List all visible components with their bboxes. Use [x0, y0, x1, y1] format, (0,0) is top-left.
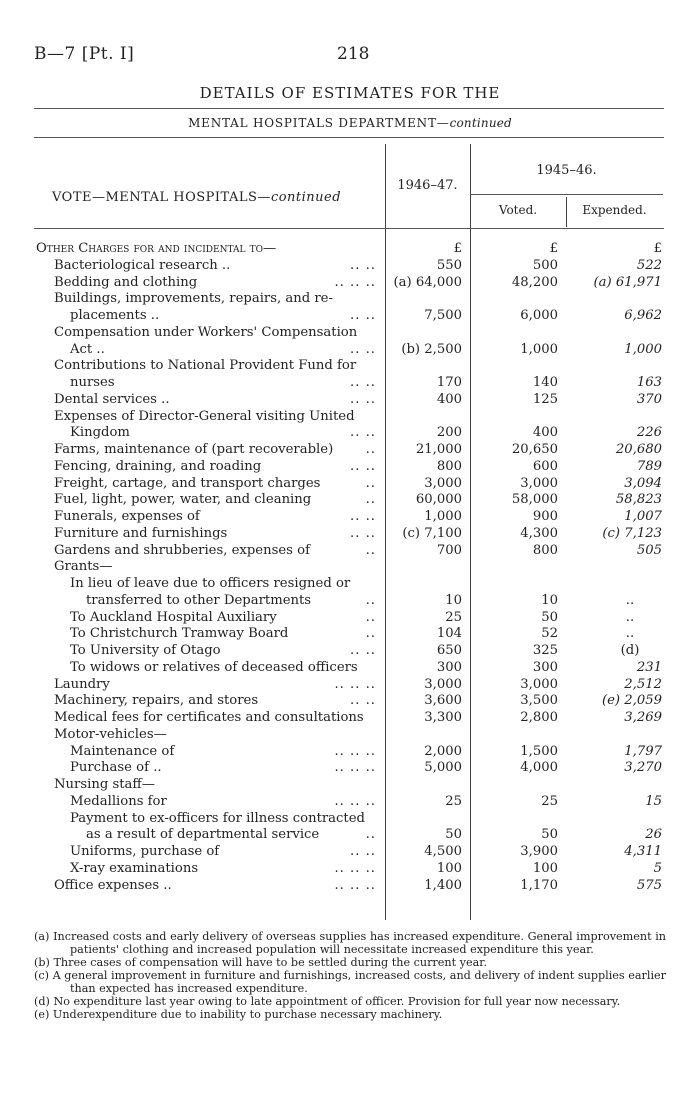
- leader-dots: ..: [365, 609, 376, 625]
- row-label: To University of Otago: [70, 643, 221, 658]
- expended-1945-46: 4,311: [624, 844, 662, 859]
- estimate-1946-47: (a) 64,000: [393, 274, 462, 290]
- estimate-1946-47: (c) 7,100: [402, 525, 462, 541]
- row-label: Compensation under Workers' Compensation: [54, 324, 358, 340]
- leader-dots: .. ..: [350, 693, 376, 709]
- footnote-mark: (a): [34, 930, 50, 943]
- leader-dots: ..: [365, 542, 376, 558]
- estimate-1946-47: 550: [436, 257, 462, 273]
- voted-1945-46: 500: [532, 257, 558, 273]
- estimate-1946-47: 25: [445, 793, 462, 809]
- expended-1945-46: 6,962: [624, 308, 662, 323]
- row-label: Farms, maintenance of (part recoverable): [54, 442, 334, 457]
- table-row: [0, 526, 700, 542]
- expended-1945-46: 370: [636, 391, 662, 407]
- estimate-1946-47: 104: [436, 626, 462, 642]
- table-row: [0, 409, 700, 425]
- estimate-1946-47: 3,000: [424, 475, 462, 491]
- voted-1945-46: 52: [541, 626, 558, 642]
- table-row: [0, 693, 700, 709]
- row-label: Contributions to National Provident Fund for: [54, 358, 357, 374]
- estimate-1946-47: 1,400: [424, 877, 462, 893]
- expended-1945-46: 163: [636, 375, 662, 390]
- table-row: [0, 308, 700, 324]
- leader-dots: .. ..: [350, 458, 376, 474]
- voted-1945-46: 400: [532, 425, 558, 441]
- voted-1945-46: 1,170: [520, 877, 558, 893]
- expended-1945-46: (d): [620, 643, 640, 658]
- table-row: [0, 727, 700, 743]
- leader-dots: .. .. ..: [334, 877, 376, 893]
- expended-1945-46: ..: [625, 592, 635, 608]
- voted-header: Voted.: [498, 203, 538, 217]
- leader-dots: .. .. ..: [334, 274, 376, 290]
- voted-1945-46: 800: [532, 542, 558, 558]
- footnote-text: Underexpenditure due to inability to purchase necessary machinery.: [52, 1008, 443, 1021]
- estimate-1946-47: 300: [436, 659, 462, 675]
- leader-dots: ..: [365, 626, 376, 642]
- table-row: [0, 492, 700, 508]
- footnote: [34, 930, 666, 956]
- page-subtitle: [0, 116, 700, 130]
- row-label: Bedding and clothing: [54, 274, 198, 290]
- table-row: [0, 744, 700, 760]
- leader-dots: .. ..: [350, 509, 376, 524]
- table-row: [0, 811, 700, 827]
- leader-dots: .. .. ..: [334, 676, 376, 692]
- voted-1945-46: 3,500: [520, 693, 558, 709]
- voted-1945-46: 325: [532, 643, 558, 658]
- vote-heading-continued: continued: [270, 190, 342, 205]
- footnote-mark: (e): [34, 1008, 50, 1021]
- estimate-1946-47: 5,000: [424, 760, 462, 776]
- row-label: Nursing staff—: [54, 777, 155, 792]
- estimate-1946-47: 7,500: [424, 308, 462, 323]
- row-label: transferred to other Departments: [86, 592, 312, 608]
- estimate-1946-47: 50: [445, 827, 462, 843]
- leader-dots: ..: [365, 827, 376, 843]
- row-label: Buildings, improvements, repairs, and re-: [54, 291, 333, 307]
- estimate-1946-47: 100: [436, 860, 462, 876]
- vote-heading-text: VOTE—MENTAL HOSPITALS—: [52, 190, 271, 205]
- voted-1945-46: 3,900: [520, 844, 558, 859]
- page-reference: B—7 [Pt. I]: [34, 44, 135, 64]
- footnote-text: Increased costs and early delivery of overseas supplies has increased expenditure. General improvement in patients' clothing and increased population will necessitate increased expenditure this year.: [53, 930, 667, 956]
- voted-1945-46: 4,000: [520, 760, 558, 776]
- row-label: Maintenance of: [70, 743, 175, 759]
- voted-1945-46: 900: [532, 509, 558, 524]
- page-title: DETAILS OF ESTIMATES FOR THE: [199, 84, 501, 102]
- voted-1945-46: 1,000: [520, 341, 558, 357]
- table-row: [0, 375, 700, 391]
- row-label: Motor-vehicles—: [54, 726, 167, 742]
- expended-1945-46: 3,270: [624, 760, 662, 776]
- expended-1945-46: 58,823: [615, 492, 662, 508]
- voted-1945-46: 50: [541, 827, 558, 843]
- voted-1945-46: 20,650: [511, 442, 558, 457]
- expended-1945-46: 26: [645, 827, 662, 843]
- estimate-1946-47: 10: [445, 592, 462, 608]
- row-label: Freight, cartage, and transport charges: [54, 475, 321, 491]
- row-label: Fuel, light, power, water, and cleaning: [54, 492, 312, 508]
- footnote: [34, 1008, 666, 1021]
- estimate-1946-47: 3,000: [424, 676, 462, 692]
- voted-1945-46: 10: [541, 592, 558, 608]
- expended-1945-46: £: [653, 241, 662, 256]
- leader-dots: .. ..: [350, 844, 376, 859]
- subtitle-rule: [34, 137, 664, 138]
- table-row: [0, 392, 700, 408]
- row-label: Fencing, draining, and roading: [54, 458, 262, 474]
- voted-1945-46: 600: [532, 458, 558, 474]
- subtitle-continued: continued: [449, 116, 512, 130]
- estimate-1946-47: 60,000: [415, 492, 462, 508]
- header-bottom-rule: [34, 228, 664, 229]
- expended-1945-46: 3,094: [624, 475, 662, 491]
- row-label: Gardens and shrubberies, expenses of: [54, 542, 310, 558]
- row-label: Purchase of ..: [70, 760, 162, 776]
- estimate-1946-47: (b) 2,500: [401, 341, 462, 357]
- estimate-1946-47: 25: [445, 609, 462, 625]
- expended-1945-46: 3,269: [624, 710, 662, 725]
- footnote: [34, 956, 666, 969]
- table-row: [0, 241, 700, 257]
- page-number: 218: [337, 44, 370, 64]
- row-label: X-ray examinations: [70, 860, 199, 876]
- table-row: [0, 593, 700, 609]
- row-label: Kingdom: [70, 425, 130, 441]
- row-label: Office expenses ..: [54, 877, 172, 893]
- footnote: [34, 969, 666, 995]
- footnote-text: No expenditure last year owing to late appointment of officer. Provision for full year now necessary.: [53, 995, 621, 1008]
- voted-1945-46: 125: [532, 391, 558, 407]
- leader-dots: ..: [365, 442, 376, 457]
- row-label: Medallions for: [70, 793, 167, 809]
- voted-1945-46: 4,300: [520, 525, 558, 541]
- row-label: Act ..: [70, 341, 105, 357]
- row-label: Payment to ex-officers for illness contracted: [70, 810, 365, 826]
- row-label: Other Charges for and incidental to—: [36, 241, 277, 256]
- vote-heading: [52, 190, 341, 205]
- expended-1945-46: 20,680: [615, 442, 662, 457]
- voted-1945-46: 100: [532, 860, 558, 876]
- table-row: [0, 660, 700, 676]
- expended-1945-46: 5: [653, 860, 662, 876]
- row-label: Uniforms, purchase of: [70, 844, 220, 859]
- estimate-1946-47: 3,300: [424, 710, 462, 725]
- table-row: [0, 476, 700, 492]
- estimate-1946-47: 400: [436, 391, 462, 407]
- voted-1945-46: 50: [541, 609, 558, 625]
- leader-dots: .. .. ..: [334, 743, 376, 759]
- voted-1945-46: 3,000: [520, 676, 558, 692]
- expended-1945-46: ..: [625, 609, 635, 625]
- table-row: [0, 291, 700, 307]
- voted-1945-46: 300: [532, 659, 558, 675]
- expended-1945-46: 1,007: [624, 509, 662, 524]
- table-row: [0, 677, 700, 693]
- row-label: To widows or relatives of deceased officers: [70, 659, 358, 675]
- voted-1945-46: 58,000: [511, 492, 558, 508]
- table-row: [0, 275, 700, 291]
- leader-dots: .. ..: [350, 391, 376, 407]
- leader-dots: ..: [365, 592, 376, 608]
- leader-dots: .. ..: [350, 525, 376, 541]
- leader-dots: .. ..: [350, 643, 376, 658]
- footnote-mark: (b): [34, 956, 50, 969]
- expended-1945-46: 789: [636, 458, 662, 474]
- estimate-1946-47: £: [453, 241, 462, 256]
- table-row: [0, 626, 700, 642]
- expended-1945-46: ..: [625, 626, 635, 642]
- leader-dots: ..: [365, 492, 376, 508]
- table-row: [0, 559, 700, 575]
- footnote-mark: (d): [34, 995, 50, 1008]
- row-label: Grants—: [54, 559, 113, 575]
- leader-dots: .. .. ..: [334, 860, 376, 876]
- footnote-text: Three cases of compensation will have to be settled during the current year.: [53, 956, 487, 969]
- table-row: [0, 610, 700, 626]
- table-row: [0, 342, 700, 358]
- estimate-1946-47: 3,600: [424, 693, 462, 709]
- table-row: [0, 777, 700, 793]
- table-row: [0, 576, 700, 592]
- estimate-1946-47: 800: [436, 458, 462, 474]
- table-row: [0, 861, 700, 877]
- row-label: In lieu of leave due to officers resigned or: [70, 576, 351, 591]
- expended-1945-46: 15: [645, 793, 662, 809]
- footnote-mark: (c): [34, 969, 49, 982]
- expended-1945-46: 2,512: [624, 676, 662, 692]
- voted-1945-46: 1,500: [520, 743, 558, 759]
- voted-1945-46: 25: [541, 793, 558, 809]
- estimate-1946-47: 21,000: [415, 442, 462, 457]
- row-label: Dental services ..: [54, 391, 170, 407]
- row-label: as a result of departmental service: [86, 827, 320, 843]
- voted-1945-46: 2,800: [520, 710, 558, 725]
- table-row: [0, 878, 700, 894]
- title-rule: [34, 108, 664, 109]
- footnotes: [34, 930, 666, 1021]
- table-row: [0, 760, 700, 776]
- voted-1945-46: 48,200: [511, 274, 558, 290]
- expended-1945-46: 1,000: [624, 341, 662, 357]
- row-label: To Auckland Hospital Auxiliary: [70, 609, 277, 625]
- voted-1945-46: 3,000: [520, 475, 558, 491]
- voted-1945-46: 6,000: [520, 308, 558, 323]
- table-row: [0, 827, 700, 843]
- leader-dots: .. ..: [350, 341, 376, 357]
- estimate-1946-47: 1,000: [424, 509, 462, 524]
- row-label: Laundry: [54, 676, 110, 692]
- estimate-1946-47: 700: [436, 542, 462, 558]
- expended-1945-46: (c) 7,123: [602, 525, 662, 541]
- table-row: [0, 358, 700, 374]
- expended-header: Expended.: [582, 203, 647, 217]
- table-row: [0, 258, 700, 274]
- row-label: Medical fees for certificates and consultations: [54, 710, 364, 725]
- expended-1945-46: 575: [636, 877, 662, 893]
- expended-1945-46: 226: [636, 425, 662, 441]
- row-label: Expenses of Director-General visiting United: [54, 408, 355, 424]
- leader-dots: .. .. ..: [334, 760, 376, 776]
- leader-dots: ..: [365, 475, 376, 491]
- leader-dots: .. .. ..: [334, 793, 376, 809]
- expended-1945-46: 231: [636, 659, 662, 675]
- estimate-1946-47: 2,000: [424, 743, 462, 759]
- footnote: [34, 995, 666, 1008]
- expended-1945-46: (e) 2,059: [601, 693, 662, 709]
- table-row: [0, 543, 700, 559]
- table-row: [0, 509, 700, 525]
- row-label: Bacteriological research ..: [54, 257, 231, 273]
- row-label: Furniture and furnishings: [54, 525, 228, 541]
- table-row: [0, 459, 700, 475]
- expended-1945-46: 1,797: [624, 743, 662, 759]
- estimate-1946-47: 200: [436, 425, 462, 441]
- table-row: [0, 325, 700, 341]
- leader-dots: .. ..: [350, 257, 376, 273]
- table-row: [0, 425, 700, 441]
- estimate-1946-47: 4,500: [424, 844, 462, 859]
- prev-year-rule: [470, 194, 663, 195]
- table-row: [0, 844, 700, 860]
- estimate-1946-47: 650: [436, 643, 462, 658]
- row-label: Funerals, expenses of: [54, 509, 200, 524]
- table-row: [0, 710, 700, 726]
- row-label: Machinery, repairs, and stores: [54, 693, 259, 709]
- table-row: [0, 794, 700, 810]
- leader-dots: .. ..: [350, 308, 376, 323]
- leader-dots: .. ..: [350, 375, 376, 390]
- expended-1945-46: 522: [636, 257, 662, 273]
- leader-dots: .. ..: [350, 425, 376, 441]
- subtitle-main: MENTAL HOSPITALS DEPARTMENT—: [188, 116, 450, 130]
- table-row: [0, 442, 700, 458]
- expended-1945-46: (a) 61,971: [593, 274, 662, 290]
- footnote-text: A general improvement in furniture and furnishings, increased costs, and delivery of indent supplies earlier than expected has increased expenditure.: [52, 969, 667, 995]
- voted-1945-46: £: [549, 241, 558, 256]
- voted-1945-46: 140: [532, 375, 558, 390]
- row-label: placements ..: [70, 308, 160, 323]
- row-label: nurses: [70, 375, 115, 390]
- previous-year-header: 1945–46.: [536, 163, 597, 178]
- estimate-1946-47: 170: [436, 375, 462, 390]
- row-label: To Christchurch Tramway Board: [70, 626, 289, 642]
- current-year-header: 1946–47.: [397, 178, 458, 193]
- expended-1945-46: 505: [636, 542, 662, 558]
- table-row: [0, 643, 700, 659]
